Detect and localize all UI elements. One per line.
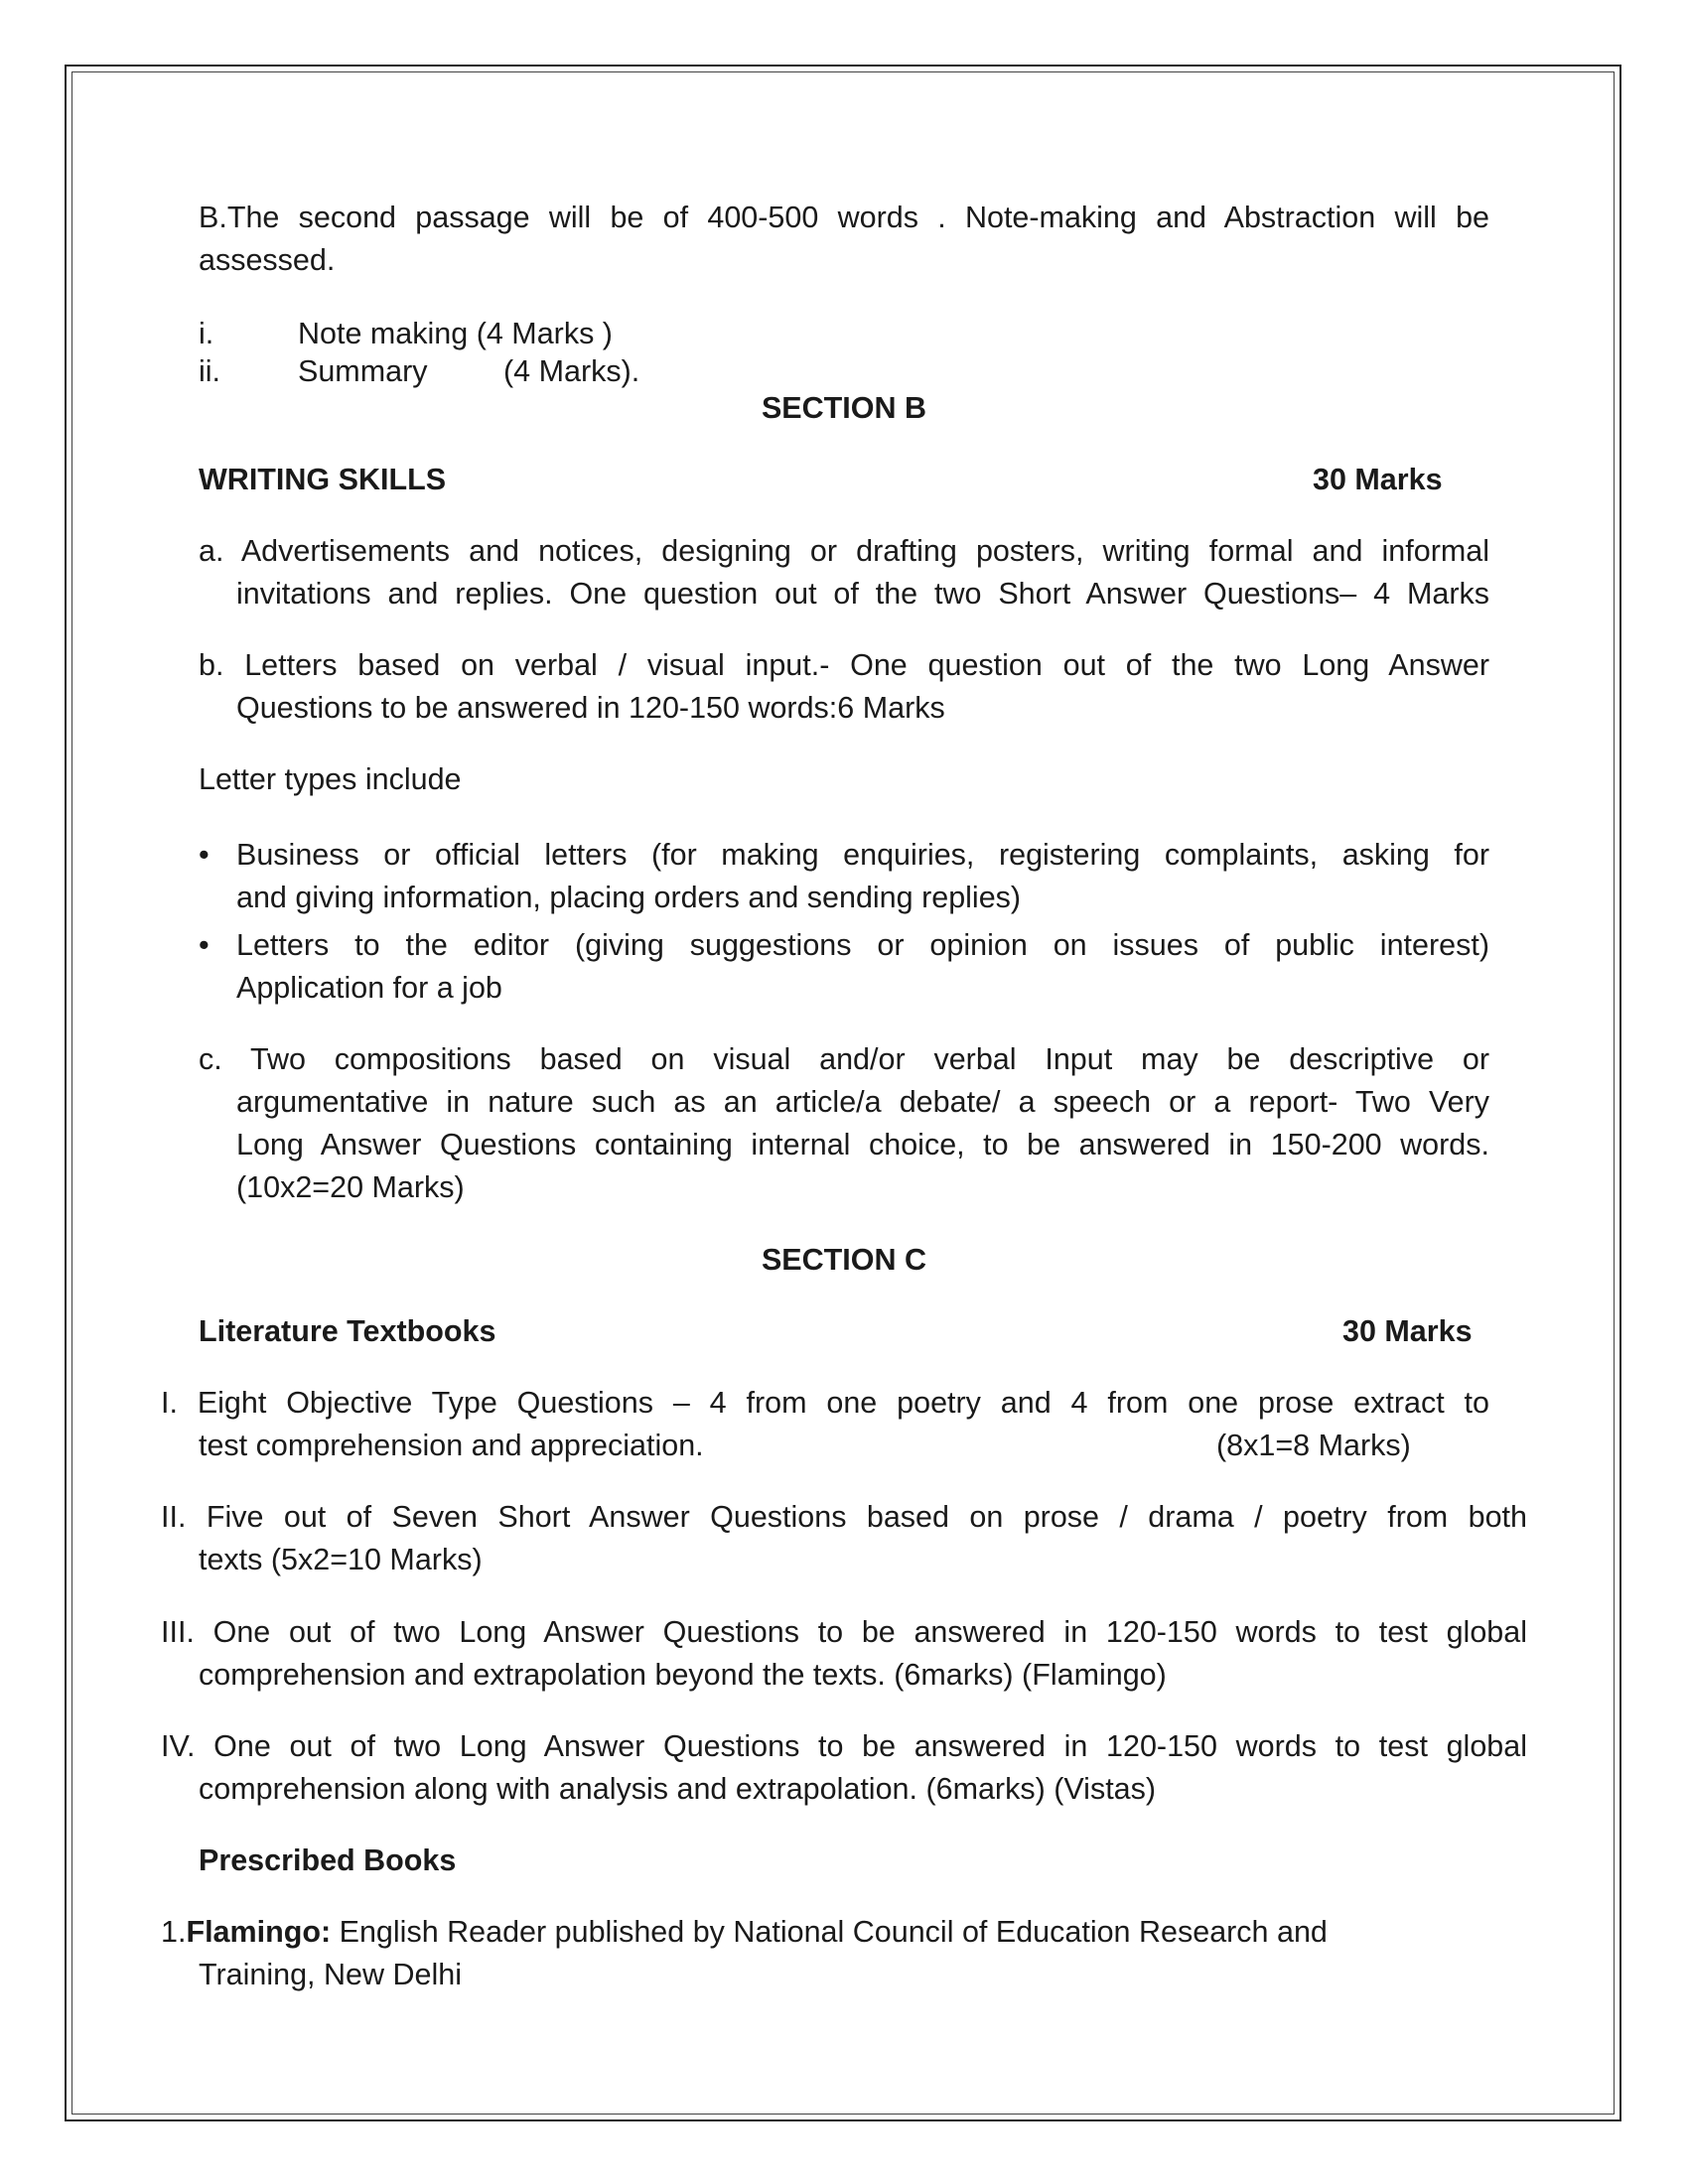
item-c-line-4: (10x2=20 Marks) [236,1170,465,1204]
item-num-ii: ii. [199,354,221,388]
book-1 [161,1911,1531,1996]
passage-b-line-2: assessed. [199,243,336,277]
passage-b-intro [199,197,1489,282]
item-a [199,530,1489,615]
item-c-line-2: argumentative in nature such as an article/a debate/ a speech or a report- Two Very [236,1085,1489,1119]
bullet-1-line-1: Business or official letters (for making enquiries, registering complaints, asking for [236,838,1489,872]
prescribed-books-title: Prescribed Books [199,1843,457,1877]
bullet-2-icon: • [199,928,210,962]
bullet-1-line-2: and giving information, placing orders and sending replies) [236,881,1022,914]
item-III-line-1: III. One out of two Long Answer Questions to be answered in 120-150 words to test global [161,1615,1527,1649]
item-II-line-1: II. Five out of Seven Short Answer Questions based on prose / drama / poetry from both [161,1500,1527,1534]
item-I-line-1: I. Eight Objective Type Questions – 4 from one poetry and 4 from one prose extract to [161,1386,1489,1420]
book-1-desc: English Reader published by National Council of Education Research and [331,1915,1328,1949]
item-IV-line-2: comprehension along with analysis and extrapolation. (6marks) (Vistas) [199,1772,1157,1806]
item-b-line-2: Questions to be answered in 120-150 words:6 Marks [236,691,945,725]
item-c-line-3: Long Answer Questions containing internal choice, to be answered in 150-200 words. [236,1128,1489,1161]
passage-b-line-1: B.The second passage will be of 400-500 words . Note-making and Abstraction will be [199,201,1489,234]
item-b [199,644,1489,730]
writing-skills-title: WRITING SKILLS [199,463,447,496]
item-a-line-2: invitations and replies. One question out of the two Short Answer Questions– 4 Marks [236,577,1489,611]
bullet-2-line-2: Application for a job [236,971,502,1005]
item-c [199,1038,1489,1209]
section-b-heading: SECTION B [761,391,927,425]
item-marks-summary: (4 Marks). [503,354,640,388]
item-text-note-making: Note making (4 Marks ) [298,317,613,350]
item-IV [161,1725,1527,1811]
item-I [161,1382,1489,1467]
book-1-title: Flamingo: [186,1915,332,1949]
bullet-1-icon: • [199,838,210,872]
item-num-i: i. [199,317,214,350]
item-a-line-1: a. Advertisements and notices, designing or drafting posters, writing formal and informal [199,534,1489,568]
bullet-2 [236,924,1489,1010]
item-I-marks: (8x1=8 Marks) [1216,1429,1411,1462]
literature-title: Literature Textbooks [199,1314,496,1348]
literature-marks: 30 Marks [1342,1314,1473,1348]
item-IV-line-1: IV. One out of two Long Answer Questions to be answered in 120-150 words to test global [161,1729,1527,1763]
book-1-line-2: Training, New Delhi [199,1958,462,1991]
writing-skills-marks: 30 Marks [1313,463,1443,496]
item-b-line-1: b. Letters based on verbal / visual input.- One question out of the two Long Answer [199,648,1489,682]
book-1-line-1 [161,1911,1531,1954]
item-I-line-2-text: test comprehension and appreciation. [199,1429,704,1462]
item-text-summary: Summary [298,354,428,388]
book-1-number: 1. [161,1915,187,1949]
item-I-line-2 [199,1425,1489,1467]
item-III [161,1611,1527,1697]
section-c-heading: SECTION C [761,1243,927,1277]
bullet-1 [236,834,1489,919]
item-II-line-2: texts (5x2=10 Marks) [199,1543,483,1576]
item-III-line-2: comprehension and extrapolation beyond the texts. (6marks) (Flamingo) [199,1658,1167,1692]
bullet-2-line-1: Letters to the editor (giving suggestions or opinion on issues of public interest) [236,928,1489,962]
item-c-line-1: c. Two compositions based on visual and/or verbal Input may be descriptive or [199,1042,1489,1076]
letter-types-label: Letter types include [199,762,462,796]
item-II [161,1496,1527,1581]
